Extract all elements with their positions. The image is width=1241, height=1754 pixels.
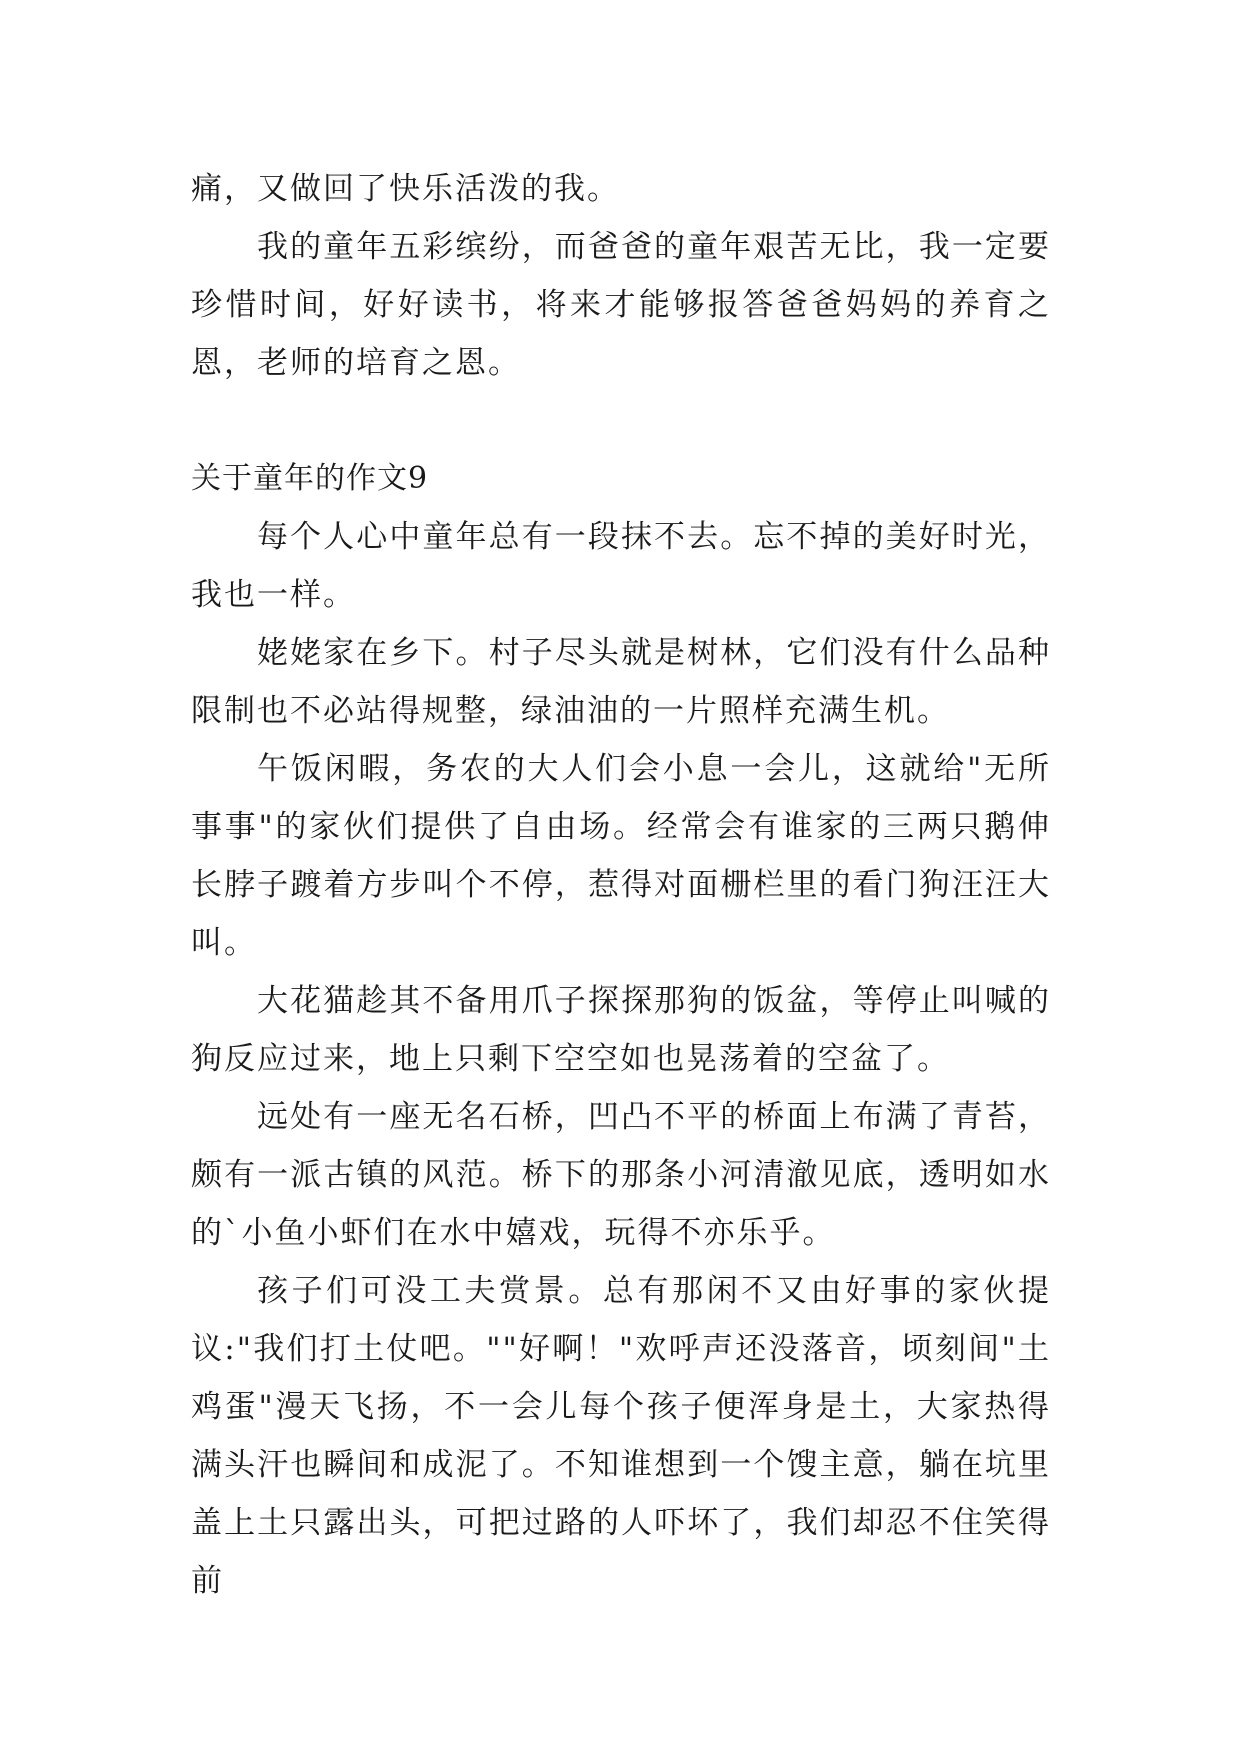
paragraph-6: 孩子们可没工夫赏景。总有那闲不又由好事的家伙提议:"我们打土仗吧。""好啊！"欢呼声还没落音，顷刻间"土鸡蛋"漫天飞扬，不一会儿每个孩子便浑身是土，大家热得满头汗也瞬间和成泥了。不知谁想到一个馊主意，躺在坑里盖上土只露出头，可把过路的人吓坏了，我们却忍不住笑得前 <box>191 1273 1051 1599</box>
section-gap <box>191 392 1051 450</box>
paragraph-5: 远处有一座无名石桥，凹凸不平的桥面上布满了青苔，颇有一派古镇的风范。桥下的那条小河清澈见底，透明如水的`小鱼小虾们在水中嬉戏，玩得不亦乐乎。 <box>191 1099 1051 1251</box>
paragraph-2: 姥姥家在乡下。村子尽头就是树林，它们没有什么品种限制也不必站得规整，绿油油的一片照样充满生机。 <box>191 635 1051 729</box>
paragraph-1: 每个人心中童年总有一段抹不去。忘不掉的美好时光，我也一样。 <box>191 519 1051 613</box>
paragraph-4: 大花猫趁其不备用爪子探探那狗的饭盆，等停止叫喊的狗反应过来，地上只剩下空空如也晃荡着的空盆了。 <box>191 983 1051 1077</box>
essay-text <box>191 160 1051 1610</box>
paragraph-3: 午饭闲暇，务农的大人们会小息一会儿，这就给"无所事事"的家伙们提供了自由场。经常会有谁家的三两只鹅伸长脖子踱着方步叫个不停，惹得对面栅栏里的看门狗汪汪大叫。 <box>191 751 1051 961</box>
essay-title: 关于童年的作文9 <box>191 461 429 496</box>
carry-over-paragraph: 痛，又做回了快乐活泼的我。 <box>191 171 620 207</box>
closing-paragraph: 我的童年五彩缤纷，而爸爸的童年艰苦无比，我一定要珍惜时间，好好读书，将来才能够报答爸爸妈妈的养育之恩，老师的培育之恩。 <box>191 229 1051 381</box>
